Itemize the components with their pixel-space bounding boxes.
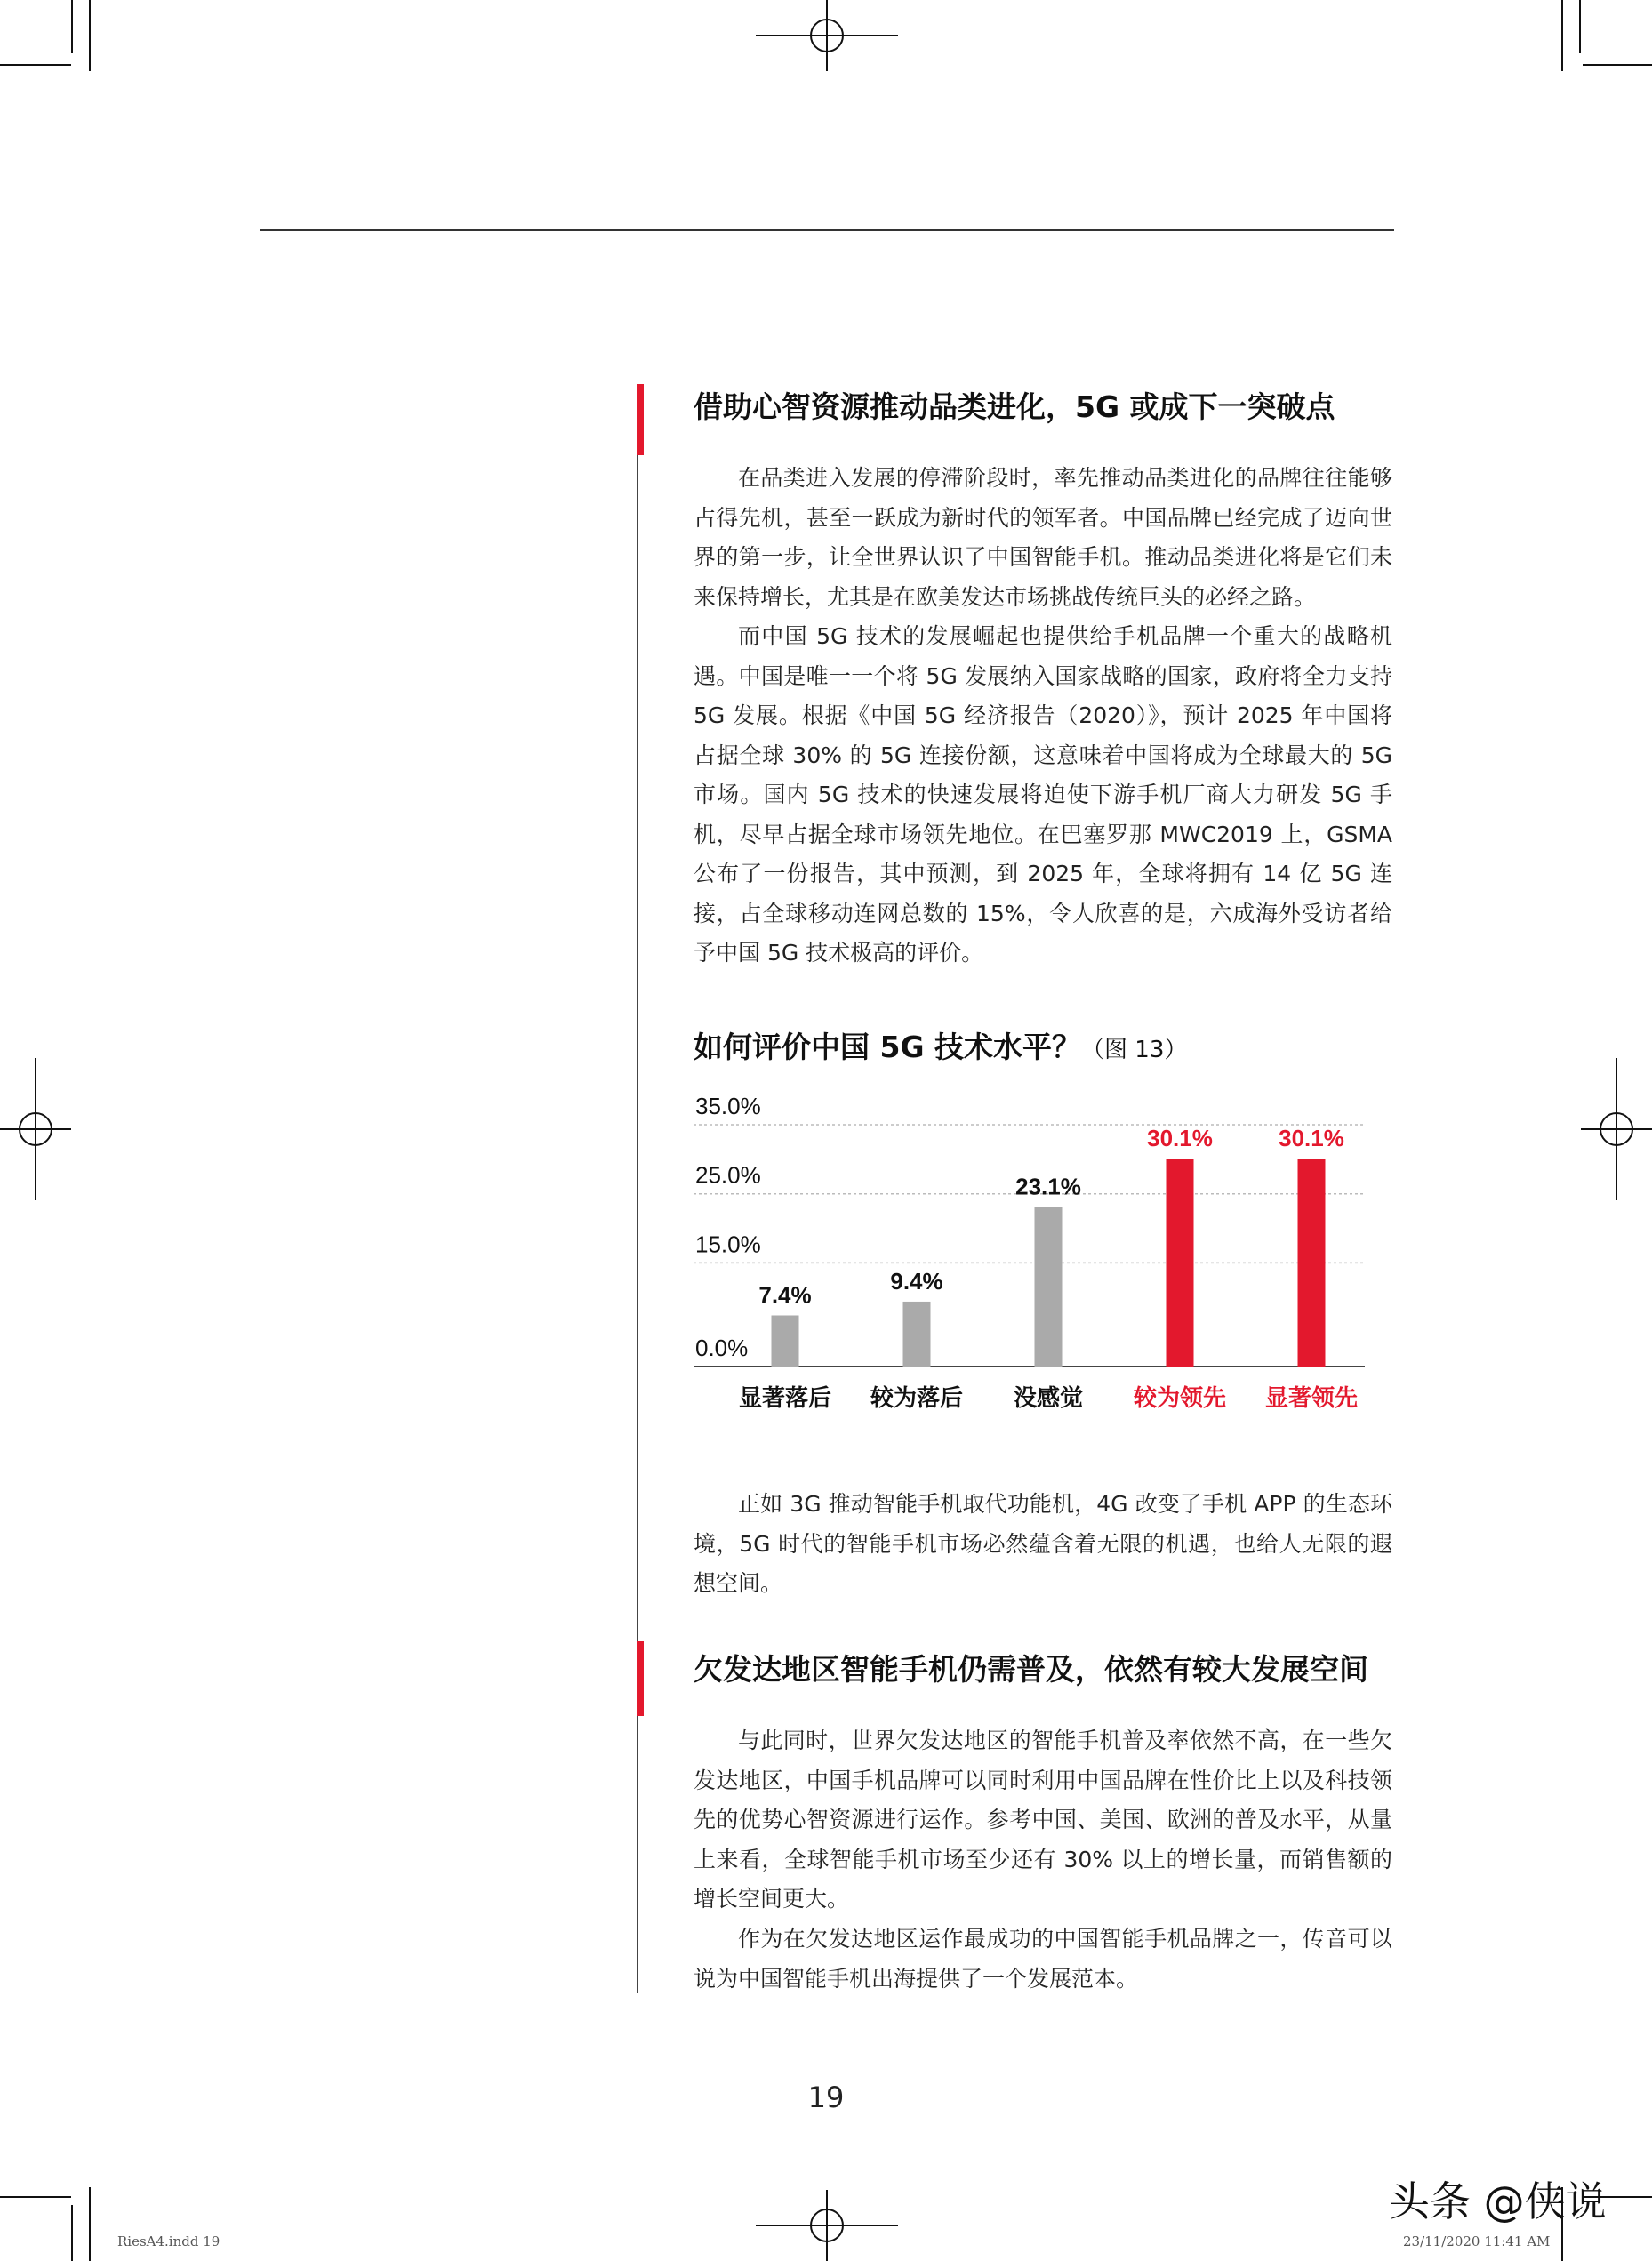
paragraph-5g-opportunity: 而中国 5G 技术的发展崛起也提供给手机品牌一个重大的战略机遇。中国是唯一一个将 5G 发展纳入国家战略的国家，政府将全力支持 5G 发展。根据《中国 5G 经济报告（2020）》，预计 2025 年中国将占据全球 30% 的 5G 连接份额，这意味着中国将成为全球最大的 5G 市场。国内 5G 技术的快速发展将迫使下游手机厂商大力研发 5G 手机，尽早占据全球市场领先地位。在巴塞罗那 MWC2019 上，GSMA 公布了一份报告，其中预测，到 2025 年，全球将拥有 14 亿 5G 连接，占全球移动连网总数的 15%，令人欣喜的是，六成海外受访者给予中国 5G 技术极高的评价。 [694,623,1392,966]
chart-title-text: 如何评价中国 5G 技术水平？ [694,1030,1082,1064]
data-label: 30.1% [1147,1125,1213,1152]
category-label: 显著落后 [738,1385,832,1412]
data-label: 30.1% [1279,1125,1344,1152]
chart-figure-number: （图 13） [1081,1037,1188,1063]
registration-mark-left [0,1058,71,1200]
bar [1298,1159,1326,1367]
column-rule [637,455,638,1993]
section-heading-5g: 借助心智资源推动品类进化，5G 或成下一突破点 [694,389,1335,424]
watermark: 头条 @侠说 [1389,2177,1607,2225]
bar-chart-5g-rating [685,1080,1378,1418]
category-label: 显著领先 [1264,1385,1359,1412]
section-accent-bar [637,384,644,455]
registration-mark-bottom [756,2190,898,2261]
paragraph-transsion: 作为在欠发达地区运作最成功的中国智能手机品牌之一，传音可以说为中国智能手机出海提供了一个发展范本。 [694,1926,1392,1992]
section-accent-bar-2 [637,1641,644,1716]
bar [772,1315,799,1367]
registration-mark-top [756,0,898,71]
header-rule [260,229,1394,231]
bar [1167,1159,1194,1367]
chart-title [694,1024,1187,1066]
y-tick-label: 15.0% [695,1231,761,1258]
data-label: 9.4% [890,1267,943,1295]
page-number: 19 [807,2081,845,2114]
bar [903,1302,931,1367]
category-label: 较为领先 [1133,1385,1227,1412]
y-tick-label: 0.0% [695,1335,749,1361]
y-tick-label: 25.0% [695,1161,761,1189]
paragraph-growth-space: 与此同时，世界欠发达地区的智能手机普及率依然不高，在一些欠发达地区，中国手机品牌可以同时利用中国品牌在性价比上以及科技领先的优势心智资源进行运作。参考中国、美国、欧洲的普及水平，从量上来看，全球智能手机市场至少还有 30% 以上的增长量，而销售额的增长空间更大。 [694,1728,1392,1912]
data-label: 23.1% [1015,1173,1081,1200]
paragraph-category-evolution: 在品类进入发展的停滞阶段时，率先推动品类进化的品牌往往能够占得先机，甚至一跃成为新时代的领军者。中国品牌已经完成了迈向世界的第一步，让全世界认识了中国智能手机。推动品类进化将是它们未来保持增长，尤其是在欧美发达市场挑战传统巨头的必经之路。 [694,465,1392,610]
section-heading-underdeveloped: 欠发达地区智能手机仍需普及，依然有较大发展空间 [694,1652,1368,1687]
data-label: 7.4% [758,1281,812,1309]
file-slug: RiesA4.indd 19 [117,2233,221,2249]
category-label: 没感觉 [1013,1385,1084,1412]
paragraph-5g-era: 正如 3G 推动智能手机取代功能机，4G 改变了手机 APP 的生态环境，5G 时代的智能手机市场必然蕴含着无限的机遇，也给人无限的遐想空间。 [694,1491,1392,1596]
date-slug: 23/11/2020 11:41 AM [1403,2233,1551,2249]
registration-mark-right [1581,1058,1652,1200]
category-label: 较为落后 [870,1385,964,1412]
y-tick-label: 35.0% [695,1093,761,1119]
bar [1035,1207,1063,1367]
